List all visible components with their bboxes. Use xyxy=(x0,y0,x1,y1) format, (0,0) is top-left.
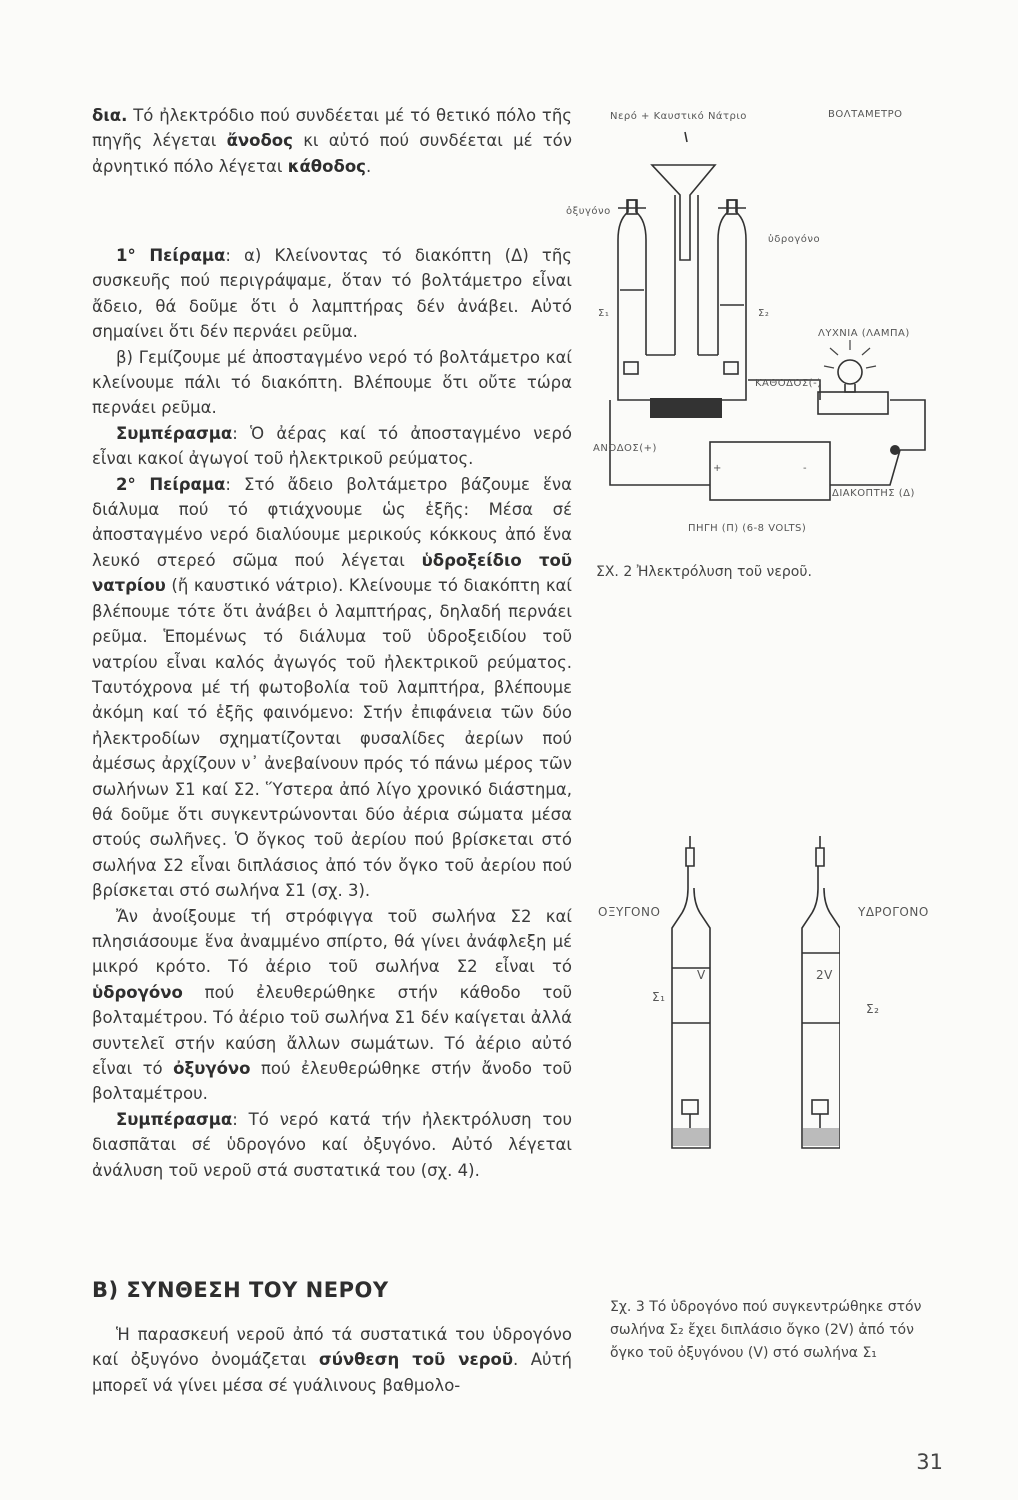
label-naoh: Νερό + Καυστικό Νάτριο xyxy=(610,111,747,122)
fig3-label-hydrogen: ΥΔΡΟΓΟΝΟ xyxy=(858,905,929,919)
label-minus: - xyxy=(803,463,808,474)
label-s2: Σ₂ xyxy=(758,308,770,319)
label-cathode: ΚΑΘΟΔΟΣ(-) xyxy=(755,378,822,389)
label-switch: ΔΙΑΚΟΠΤΗΣ (Δ) xyxy=(832,488,915,499)
label-source: ΠΗΓΗ (Π) (6-8 VOLTS) xyxy=(688,523,807,534)
paragraph-conclusion-2: Συμπέρασμα: Τό νερό κατά τήν ἠλεκτρόλυση του διασπᾶται σέ ὑδρογόνο καί ὀξυγόνο. Αὐτό λέγεται ἀνάλυση τοῦ νεροῦ στά συστατικά του (σχ. 4). xyxy=(92,1109,572,1180)
paragraph-hydrogen-test: Ἄν ἀνοίξουμε τή στρόφιγγα τοῦ σωλήνα Σ2 καί πλησιάσουμε ἕνα ἀναμμένο σπίρτο, θά γίνει ἀνάφλεξη μέ μικρό κρότο. Τό ἀέριο τοῦ σωλήνα Σ2 εἶναι τό ὑδρογόνο πού ἐλευθερώθηκε στήν κάθοδο τοῦ βολταμέτρου. Τό ἀέριο τοῦ σωλήνα Σ1 δέν καίγεται ἀλλά συντελεῖ στήν καύση ἄλλων σωμάτων. Τό ἀέριο αὐτό εἶναι τό ὀξυγόνο πού ἐλευθερώθηκε στήν ἄνοδο τοῦ βολταμέτρου. xyxy=(92,906,572,1104)
label-anode: ΑΝΟΔΟΣ(+) xyxy=(593,443,657,454)
page-number: 31 xyxy=(916,1450,943,1474)
label-s1: Σ₁ xyxy=(598,308,610,319)
paragraph-experiment-1: 1° Πείραμα: α) Κλείνοντας τό διακόπτη (Δ) τῆς συσκευῆς πού περιγράψαμε, ὅταν τό βολτάμετρο εἶναι ἄδειο, θά δοῦμε ὅτι ὁ λαμπτήρας δέν ἀνάβει. Αὐτό σημαίνει ὅτι δέν περνάει ρεῦμα. xyxy=(92,246,572,342)
main-text-column xyxy=(92,103,572,179)
experiment-1-block xyxy=(92,243,572,1183)
label-voltameter: ΒΟΛΤΑΜΕΤΡΟ xyxy=(828,109,903,120)
label-plus: + xyxy=(713,463,722,474)
paragraph-conclusion-1: Συμπέρασμα: Ὁ ἀέρας καί τό ἀποσταγμένο νερό εἶναι κακοί ἀγωγοί τοῦ ἠλεκτρικοῦ ρεύματος. xyxy=(92,423,572,469)
synthesis-block xyxy=(92,1322,572,1398)
fig3-label-oxygen: ΟΞΥΓΟΝΟ xyxy=(598,905,661,919)
fig3-label-s2: Σ₂ xyxy=(866,1002,880,1016)
label-lamp: ΛΥΧΝΙΑ (ΛΑΜΠΑ) xyxy=(818,328,910,339)
label-oxygen: ὀξυγόνο xyxy=(566,206,611,217)
fig3-label-2v: 2V xyxy=(816,968,833,982)
label-hydrogen: ὑδρογόνο xyxy=(768,234,821,245)
paragraph-electrodes: δια. Τό ἠλεκτρόδιο πού συνδέεται μέ τό θετικό πόλο τῆς πηγῆς λέγεται ἄνοδος κι αὐτό πού συνδέεται μέ τόν ἀρνητικό πόλο λέγεται κάθοδος. xyxy=(92,106,572,176)
figure-2-caption: ΣΧ. 2 Ἠλεκτρόλυση τοῦ νεροῦ. xyxy=(596,564,812,580)
figure-3-caption: Σχ. 3 Τό ὑδρογόνο πού συγκεντρώθηκε στόν σωλήνα Σ₂ ἔχει διπλάσιο ὄγκο (2V) ἀπό τόν ὄγκο τοῦ ὀξυγόνου (V) στό σωλήνα Σ₁ xyxy=(610,1299,922,1361)
fig3-label-s1: Σ₁ xyxy=(652,990,666,1004)
paragraph-experiment-1b: β) Γεμίζουμε μέ ἀποσταγμένο νερό τό βολτάμετρο καί κλείνουμε πάλι τό διακόπτη. Βλέπουμε ὅτι οὔτε τώρα περνάει ρεῦμα. xyxy=(92,347,572,418)
section-heading: Β) ΣΥΝΘΕΣΗ ΤΟΥ ΝΕΡΟΥ xyxy=(92,1278,389,1302)
fig3-label-v: V xyxy=(697,968,706,982)
paragraph-experiment-2: 2° Πείραμα: Στό ἄδειο βολτάμετρο βάζουμε ἕνα διάλυμα πού τό φτιάχνουμε ὡς ἑξῆς: Μέσα σέ ἀποσταγμένο νερό διαλύουμε μερικούς κόκκους ἀπό ἕνα λευκό στερεό σῶμα πού λέγεται ὑδροξείδιο τοῦ νατρίου (ἤ καυστικό νάτριο). Κλείνουμε τό διακόπτη καί βλέπουμε τότε ὅτι ἀνάβει ὁ λαμπτήρας, δηλαδή περνάει ρεῦμα. Ἑπομένως τό διάλυμα τοῦ ὑδροξειδίου τοῦ νατρίου εἶναι καλός ἀγωγός τοῦ ἠλεκτρικοῦ ρεύματος. Ταυτόχρονα μέ τή φωτοβολία τοῦ λαμπτήρα, βλέπουμε ἀκόμη καί τό ἑξῆς φαινόμενο: Στήν ἐπιφάνεια τῶν δύο ἠλεκτροδίων σχηματίζονται φυσαλίδες ἀερίων πού ἀμέσως ἀρχίζουν ν᾽ ἀνεβαίνουν πρός τό πάνω μέρος τῶν σωλήνων Σ1 καί Σ2. Ὕστερα ἀπό λίγο χρονικό διάστημα, θά δοῦμε ὅτι συγκεντρώνονται δύο ἀέρια σώματα μέσα στούς σωλῆνες. Ὁ ὄγκος τοῦ ἀερίου πού βρίσκεται στό σωλήνα Σ2 εἶναι διπλάσιος ἀπό τόν ὄγκο τοῦ ἀερίου πού βρίσκεται στό σωλήνα Σ1 (σχ. 3). xyxy=(92,474,572,901)
figure-3-tubes-diagram xyxy=(660,828,840,1168)
paragraph-synthesis: Ἡ παρασκευή νεροῦ ἀπό τά συστατικά του ὑδρογόνο καί ὀξυγόνο ὀνομάζεται σύνθεση τοῦ νεροῦ. Αὐτή μπορεῖ νά γίνει μέσα σέ γυάλινους βαθμολο- xyxy=(92,1325,572,1395)
